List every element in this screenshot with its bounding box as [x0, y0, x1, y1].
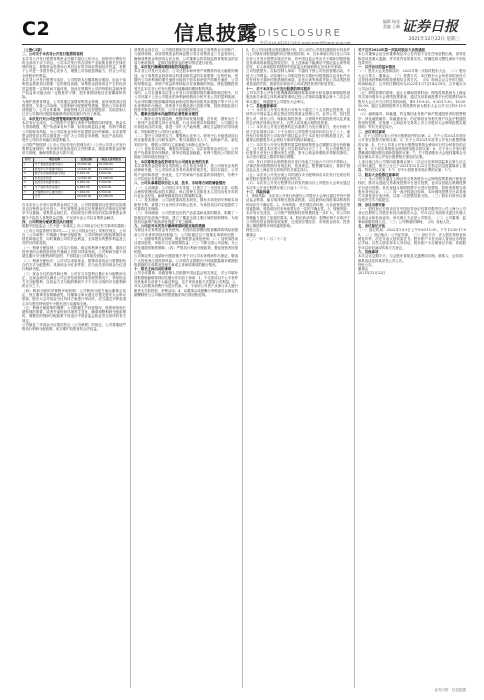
table-header-cell: 项目名称	[33, 158, 75, 163]
body-paragraph: （六）本次非公开发行股票决议的有效期为自公司股东大会审议通过本次非公开发行股票议案之日起十二个月。	[246, 181, 350, 190]
body-paragraph: 特此公告。	[246, 228, 263, 233]
body-paragraph: （五）利润分配政策的调整：公司根据生产经营情况、投资规划和长期发展的需要，或者外部经营环境发生变化，确需调整利润分配政策的，调整后的利润分配政策不得违反中国证监会和证券交易所的有关规定。	[22, 305, 126, 323]
body-paragraph: （一）本次非公开发行的发行对象为不超过三十五名特定投资者，包括符合中国证监会规定的证券投资基金管理公司、证券公司、信托投资公司、财务公司、保险机构投资者、合格境外机构投资者以及其他符合法律法规规定的法人、自然人或其他合格的投资者。	[246, 108, 350, 126]
editor-line: 编辑 杨亮	[382, 19, 400, 24]
table-cell: 12,000.00	[97, 176, 125, 181]
table-cell: 信息化系统建设项目	[33, 181, 75, 186]
article-column-4	[358, 48, 466, 688]
column-divider	[354, 48, 355, 688]
section-title: 信息披露	[174, 21, 258, 45]
article-column-1	[22, 48, 126, 688]
section-heading: 三、本次发行对公司经营管理和财务状况的影响	[22, 116, 94, 121]
body-paragraph: （五）网络投票的系统、起止日期和投票时间：网络投票系统为上海证券交易所股东大会网络投票系统，通过交易系统投票平台的投票时间为股东大会召开当日的交易时间段，即9:15-9:25，9:30-11:30，13:00-15:00；通过互联网投票平台的投票时间为股东大会召开当日的9:15-15:00。	[358, 90, 466, 113]
section-heading: 四、会议出席对象	[358, 202, 386, 207]
body-paragraph: 根据中国证监会《关于进一步落实上市公司现金分红有关事项的通知》《上市公司监管指引第3号——上市公司现金分红》的相关规定，公司在《公司章程》中明确了利润分配政策，公司的利润分配政策保持连续性和稳定性，同时兼顾公司的长远利益、全体股东的整体利益及公司的可持续发展。	[22, 224, 126, 246]
body-paragraph: 上述议案已经公司第四届董事会第十二次会议及第四届监事会第九次会议审议通过，相关公告已于2021年12月22日在指定信息披露媒体上披露。特别决议议案：1-7；对中小投资者单独计票的议案：1-7。	[358, 159, 466, 173]
body-paragraph: 同时，公司在测算本次非公开发行对即期回报的摊薄影响过程中，对公司归属于上市公司股东的净利润的假设分析并非公司的盈利预测，为应对即期回报被摊薄风险而制定的填补回报具体措施不等于对公司未来利润作出保证，投资者不应据此进行投资决策，投资者据此进行投资决策造成损失的，公司不承担赔偿责任。	[134, 90, 238, 113]
section-heading: 一、召开会议的基本情况	[358, 65, 396, 70]
table-cell: 研发中心升级建设项目	[33, 167, 75, 172]
body-paragraph: 公司控股股东、实际控制人承诺：不越权干预公司经营管理活动，不侵占公司利益；切实履行公司制定的有关填补回报措施以及对此作出的任何有关填补回报措施的承诺，若违反该等承诺并给公司或者投资者造成损失的，愿意依法承担对公司或者投资者的补偿责任。	[246, 69, 350, 87]
body-paragraph: 1、关于公司符合非公开发行股票条件的议案；2、关于公司2021年度非公开发行股票方案的议案；3、关于公司2021年度非公开发行股票预案的议案；4、关于公司非公开发行股票募集资金使用可行性分析报告的议案；5、关于前次募集资金使用情况报告的议案；6、关于非公开发行股票摊薄即期回报及填补措施的议案；7、关于提请股东大会授权董事会全权办理本次非公开发行股票相关事宜的议案。	[358, 133, 466, 160]
designer-line: 美编 王琳	[382, 24, 400, 29]
table-cell: 81,000.00	[97, 195, 125, 200]
project-table	[22, 157, 126, 199]
body-paragraph: （六）融资融券、转融通、约定购回业务账户和沪股通投资者的投票程序：涉及融资融券、转融通业务、约定购回业务相关账户以及沪股通投资者的投票，应按照《上海证券交易所上市公司股东大会网络投票实施细则》等有关规定执行。	[358, 112, 466, 130]
column-divider	[242, 48, 243, 688]
body-paragraph: 为保证本次募集资金有效使用、有效防范即期回报被摊薄的风险和提高公司未来的持续回报能力，公司拟通过以下措施实现填补回报：（一）加强募集资金管理，保证募集资金规范使用；（二）加快募投项目建设进度，争取早日实现预期效益；（三）不断完善公司治理，为公司发展提供制度保障；（四）严格执行利润分配政策，强化投资者回报机制。	[134, 228, 238, 254]
section-heading: 六、董事会选择本次融资的必要性和合理性	[134, 112, 199, 117]
body-paragraph: （三）优化资本结构，增强抗风险能力。本次募集资金到位后，公司资产负债率将有所降低，财务结构更加稳健，有利于提高公司的抗风险能力和持续经营能力。	[134, 146, 238, 160]
body-paragraph: （二）提升公司研发实力，增强核心竞争力。研发中心升级建设项目的实施将改善公司研发条件，吸引高端技术人才，加快新产品、新技术的开发，增强公司的自主创新能力和核心竞争力。	[134, 133, 238, 147]
table-cell: 9,800.00	[76, 185, 98, 190]
body-paragraph: （一）人员储备：公司经过多年发展，已建立了一支经验丰富、结构合理的管理团队和技术团队，核心管理人员和技术人员均具有多年的行业从业经验，能够保障募投项目的顺利实施。	[134, 185, 238, 199]
body-paragraph: （四）利润分配的决策程序和机制：公司利润分配方案由董事会拟定，独立董事发表明确意见，经董事会审议通过后提交股东大会审议批准。股东大会对现金分红具体方案进行审议时，应当通过多种渠道主动与股东特别是中小股东进行沟通和交流。	[22, 288, 126, 306]
page-footer: 证券日报 · 信息披露	[434, 688, 466, 692]
section-heading: 关于召开2022年第一次临时股东大会的通知	[358, 48, 426, 52]
issue-date: 2021年12月22日 星期三	[408, 37, 460, 42]
body-paragraph: （二）本次非公开发行股票的定价基准日为发行期首日，发行价格不低于定价基准日前二十个交易日公司股票交易均价的百分之八十。最终发行价格将在公司取得中国证监会关于本次发行的核准批文后，由董事会根据股东大会授权与保荐机构协商确定。	[246, 125, 350, 143]
body-paragraph: 本次募集资金投资项目均围绕公司主营业务展开，是公司现有业务的延伸和升级，与公司现有业务具有高度的相关性。项目实施后，公司的产品结构将进一步优化，生产效率和产品质量将得到提升，有利于公司实现业务发展目标。	[134, 164, 238, 181]
body-paragraph: （一）本公司股东通过上海证券交易所股东大会网络投票系统行使表决权的，既可以登陆交易系统投票平台进行投票，也可以登陆互联网投票平台进行投票。首次登陆互联网投票平台进行投票的，投资者需要完成股东身份认证。（二）同一表决权通过现场、本所网络投票平台或其他方式重复进行表决的，以第一次投票结果为准。（三）股东对所有议案均表决完毕才能提交。	[358, 176, 466, 203]
section-heading: 八、公司从事募投项目在人员、技术、市场等方面的储备情况	[134, 181, 226, 186]
table-cell: 6	[23, 185, 34, 190]
header-rule	[22, 44, 466, 45]
table-cell: 7	[23, 190, 34, 195]
column-divider	[130, 48, 131, 688]
body-paragraph: （五）本次非公开发行前公司的滚存未分配利润由本次发行完成后的新老股东按照发行后的持股比例共享。	[246, 172, 350, 181]
body-paragraph: 本次会议会期半天，与会股东食宿及交通费用自理。联系人：证券部；联系电话及传真详见公司公告。	[358, 254, 466, 263]
table-cell: 数字化营销网络建设项目	[33, 172, 75, 177]
body-paragraph: 特此公告。	[358, 262, 375, 267]
table-cell: 35,000.00	[76, 163, 98, 168]
page-number: C2	[22, 18, 51, 40]
table-cell: 生产线技术改造项目	[33, 185, 75, 190]
body-paragraph: 二〇二一年十二月二十二日	[246, 237, 287, 242]
section-heading: 二、会议审议事项	[358, 129, 386, 134]
body-paragraph: 募集资金到位后，公司将按照相关法规要求设立募集资金专项账户，与保荐机构、存放募集资金的商业银行签订募集资金三方监管协议，确保募集资金的使用合法合规。公司董事会将持续监督募集资金的存放与使用情况，定期对募集资金的使用情况进行检查。	[134, 48, 238, 65]
table-cell: 12,000.00	[76, 167, 98, 172]
table-header-cell: 拟投入募集资金	[97, 158, 125, 163]
table-cell: 8,500.00	[76, 172, 98, 177]
body-paragraph: 本次非公开发行股票募集资金总额不超过人民币元，扣除发行费用后将全部用于以下项目。公司本次发行符合国家产业政策及相关法律法规的规定，募集资金投资项目具有良好的市场前景和经济效益，有利于公司进一步提升核心竞争力，增强公司持续盈利能力，符合公司及全体股东的利益。	[22, 56, 126, 78]
section-heading: 四、公司利润分配政策及执行情况	[22, 219, 73, 224]
body-paragraph: 公司全体董事、高级管理人员根据中国证监会相关规定，对公司填补回报措施能够得到切实履行作出如下承诺：1、不无偿或以不公平条件向其他单位或者个人输送利益，也不采用其他方式损害公司利益；2、对本人的职务消费行为进行约束；3、不动用公司资产从事与本人履行职责无关的投资、消费活动；4、由董事会或薪酬与考核委员会制定的薪酬制度与公司填补回报措施的执行情况相挂钩。	[134, 271, 238, 297]
body-paragraph: 董事会	[358, 267, 369, 272]
table-cell: 年产智能装备建设项目	[33, 163, 75, 168]
table-cell: 合计	[33, 195, 75, 200]
body-paragraph: 本公司董事会及全体董事保证本公告内容不存在任何虚假记载、误导性陈述或者重大遗漏，并对其内容的真实性、准确性和完整性承担个别及连带责任。	[358, 52, 466, 65]
body-paragraph: （一）股东大会类型和届次：2022年第一次临时股东大会。（二）股东大会召集人：董事会。（三）投票方式：本次股东大会所采用的表决方式是现场投票和网络投票相结合的方式。（四）现场会议召开的日期、时间和地点：召开的日期时间为2022年1月7日14点30分，召开地点为公司会议室。	[358, 69, 466, 91]
newspaper-masthead: 证券日报	[402, 19, 458, 35]
section-heading: 六、其他事项	[358, 249, 379, 254]
body-paragraph: （一）顺应行业发展趋势，把握市场发展机遇。近年来，国家出台了一系列产业政策支持行业发展，行业市场需求持续增长，公司通过本次募投项目的实施，将进一步扩大产能规模，满足日益增长的市场需求，巩固和提升公司的行业地位。	[134, 116, 238, 134]
table-cell: 5,500.00	[97, 181, 125, 186]
article-column-3	[246, 48, 350, 688]
table-cell: 30,000.00	[97, 163, 125, 168]
table-cell: 1	[23, 163, 34, 168]
body-paragraph: （一）利润分配原则：公司实行持续、稳定的利润分配政策，重视对投资者的合理投资回报并兼顾公司的可持续发展。公司利润分配不得超过累计可分配利润的范围，不得损害公司持续经营能力。	[22, 245, 126, 259]
section-heading: 五、会议登记方法	[358, 224, 386, 229]
body-paragraph: 董事会	[246, 232, 257, 237]
table-cell: 6,500.00	[97, 190, 125, 195]
body-paragraph: 本次发行完成后，公司的资产总额与净资产规模将同时增加，资金实力得到增强，资产负债率有所下降，财务结构更趋合理，有利于降低公司的财务风险，为公司后续业务的开拓提供良好的保障。本次募集资金投资项目的实施将进一步扩大公司的业务规模，优化产品结构，提升公司的市场地位和盈利能力。	[22, 121, 126, 143]
table-cell: 仓储物流中心建设项目	[33, 190, 75, 195]
contact-line: 电话:010-83251716 E-mail:zqrb9@zqrb.sina.net	[260, 40, 351, 45]
body-paragraph: 公司本次非公开发行股票摊薄即期回报事项的分析及填补即期回报措施及相关承诺主体的承诺等事项已经公司第四届董事会第十二次会议审议通过，尚需提交公司股东大会审议。	[246, 90, 350, 104]
section-heading: 十三、风险因素	[246, 189, 270, 194]
table-cell: 4	[23, 176, 34, 181]
body-paragraph: （四）发行对象所认购的股份自发行结束之日起六个月内不得转让。法律法规对限售期另有规定的，依其规定。限售期结束后，将按中国证监会及上海证券交易所的有关规定执行。	[246, 159, 350, 173]
table-cell: 6,000.00	[76, 181, 98, 186]
section-heading: 十、相关主体出具的承诺	[134, 267, 172, 272]
body-paragraph: （二）技术储备：公司高度重视技术研发，拥有多项发明专利和实用新型专利，掌握了行业内的多项核心技术，为募投项目的实施提供了可靠的技术保障。	[134, 198, 238, 211]
table-cell: 9,000.00	[97, 185, 125, 190]
table-row	[23, 195, 126, 200]
body-paragraph: 2021年12月22日	[358, 271, 386, 276]
article-column-2	[134, 48, 238, 688]
body-paragraph: （三）现金分红的条件和比例：公司在当年盈利且累计未分配利润为正，且现金流可以满足公司正常经营和持续发展的情况下，采取现金方式分配股利，以现金方式分配的利润不少于当年实现的可分配利润的百分之十。	[22, 271, 126, 289]
body-paragraph: 为保护投资者利益，公司将通过加强募集资金管理、加快募投项目投资进度、完善公司治理、完善利润分配制度等措施，提高公司未来的回报能力。公司全体董事、高级管理人员以及控股股东、实际控制人已对公司填补回报措施能够得到切实履行作出了承诺。	[22, 99, 126, 117]
page-header	[22, 16, 466, 46]
section-heading: 七、本次募集资金投资项目与公司现有业务的关系	[134, 159, 209, 164]
table-cell	[23, 195, 34, 200]
body-paragraph: 本次非公开发行完成后，公司总股本和净资产规模将有较大幅度的增加，由于募集资金投资项目的建设和效益的实现需要一定的时间，短期内公司净利润的增长速度可能低于股本和净资产的增长速度，公司的每股收益、净资产收益率等指标存在被摊薄的风险。特此提醒投资者关注本次非公开发行股票可能摊薄即期回报的风险。	[134, 69, 238, 91]
table-cell: 5	[23, 181, 34, 186]
body-paragraph: 在本次非公开发行募集资金到位之前，公司将根据项目进度的实际情况以自筹资金先行投入，并在募集资金到位后按照相关法规规定的程序予以置换。募集资金到位后，若扣除发行费用后的实际募集资金净额少于拟投入募集资金总额，不足部分由公司以自筹资金解决。	[22, 202, 126, 220]
body-paragraph: （三）市场储备：公司凭借良好的产品质量和优质的服务，积累了一批稳定的优质客户资源，建立了覆盖全国主要区域的营销网络，为募投项目新增产能的消化提供了有力保障。	[134, 211, 238, 224]
table-cell: 8,000.00	[97, 172, 125, 177]
section-title-en: DISCLOSURE	[258, 28, 342, 39]
table-header-cell: 序号	[23, 158, 34, 163]
section-heading: 十一、关于本次非公开发行股票的审议程序	[246, 86, 311, 91]
editor-credits	[383, 19, 400, 29]
table-cell: 7,200.00	[76, 190, 98, 195]
body-paragraph: （一）登记时间：2022年1月5日上午9:00-11:30，下午13:30-17:00。（二）登记地点：公司证券部。（三）登记方式：法人股东持营业执照复印件、法定代表人授权委托书、股东账户卡及出席人身份证办理登记手续；自然人股东持本人身份证、股东账户卡办理登记手续；异地股东可以用信函或传真方式登记。	[358, 228, 466, 250]
body-paragraph: 公司将严格按照《上市公司证券发行管理办法》《上市公司非公开发行股票实施细则》等法律法规及规范性文件的要求，规范募集资金的使用与管理，确保募集资金专款专用。	[22, 142, 126, 156]
table-cell: 2	[23, 167, 34, 172]
table-cell: 3	[23, 172, 34, 177]
section-heading: （上接C1版）	[22, 48, 45, 52]
section-heading: 九、公司应对本次发行摊薄即期回报采取的措施	[134, 224, 206, 229]
body-paragraph: （三）本次非公开发行股票的数量按照募集资金总额除以发行价格确定，且不超过本次发行前公司总股本的百分之三十。若公司股票在定价基准日至发行日期间发生送股、资本公积金转增股本等除权事项，本次发行数量上限将作相应调整。	[246, 142, 350, 160]
table-cell: 补充流动资金	[33, 176, 75, 181]
body-paragraph: 本次非公开发行股票完成后，公司的股本总额将相应增加，但由于募集资金投资项目需要一定的建设周期，募集资金投资项目产生的经济效益需要一定的时间才能体现，因此在短期内公司的每股收益和净资产收益率可能出现一定程度的下降，股东即期回报存在被摊薄的风险。	[22, 78, 126, 100]
table-cell: 10,000.00	[97, 167, 125, 172]
section-heading: 三、股东大会投票注意事项	[358, 172, 399, 177]
body-paragraph: 公司最近三年现金分红情况符合《公司章程》的规定，公司将继续严格执行利润分配政策，切实维护投资者的合法权益。	[22, 323, 126, 332]
section-heading: 二、公司关于本次非公开发行股票的说明	[22, 52, 84, 57]
body-paragraph: （一）股权登记日收市后在中国证券登记结算有限责任公司上海分公司登记在册的公司股东有权出席股东大会，并可以以书面形式委托代理人出席会议和参加表决。该代理人不必是公司股东。（二）公司董事、监事和高级管理人员。（三）公司聘请的律师。（四）其他人员。	[358, 206, 466, 224]
table-cell: 12,000.00	[76, 176, 98, 181]
body-paragraph: 1、审批风险：本次非公开发行尚需经公司股东大会审议通过并经中国证监会核准，能否取得相关批准或核准，以及最终取得批准或核准的时间存在不确定性。2、市场风险：受宏观经济环境、行业政策变化等因素影响，募投项目的市场前景存在一定的不确定性。3、管理风险：本次发行完成后，公司资产规模和经营规模将进一步扩大，对公司的管理能力提出了更高的要求。4、股价波动风险：股票价格不仅取决于公司的经营业绩和发展前景，还受到宏观经济、市场资金供求、投资者心理预期等多种因素的影响。	[246, 194, 350, 229]
table-cell: 90,500.00	[76, 195, 98, 200]
section-heading: 五、本次发行摊薄即期回报的风险提示	[134, 65, 192, 70]
table-header-cell: 投资总额	[76, 158, 98, 163]
body-paragraph: （二）利润分配形式：公司可以采取现金、股票或者现金与股票相结合的方式分配股利，具备现金分红条件的，应当优先采用现金分红进行利润分配。	[22, 258, 126, 272]
body-paragraph: 5、若公司后续推出股权激励计划，拟公布的公司股权激励的行权条件与公司填补回报措施的执行情况相挂钩；6、自本承诺出具日至公司本次非公开发行股票实施完毕前，若中国证监会作出关于填补回报措施及其承诺的新的监管规定的，且上述承诺不能满足中国证监会该等规定时，本人承诺届时将按照中国证监会的最新规定出具补充承诺。	[246, 48, 350, 70]
body-paragraph: 公司制定的上述填补回报措施不等于对公司未来利润作出保证，敬请广大投资者注意投资风险。公司将在定期报告中持续披露填补即期回报措施的完成情况及相关承诺主体承诺事项的履行情况。	[134, 254, 238, 267]
section-heading: 十二、其他重要事项	[246, 103, 277, 108]
